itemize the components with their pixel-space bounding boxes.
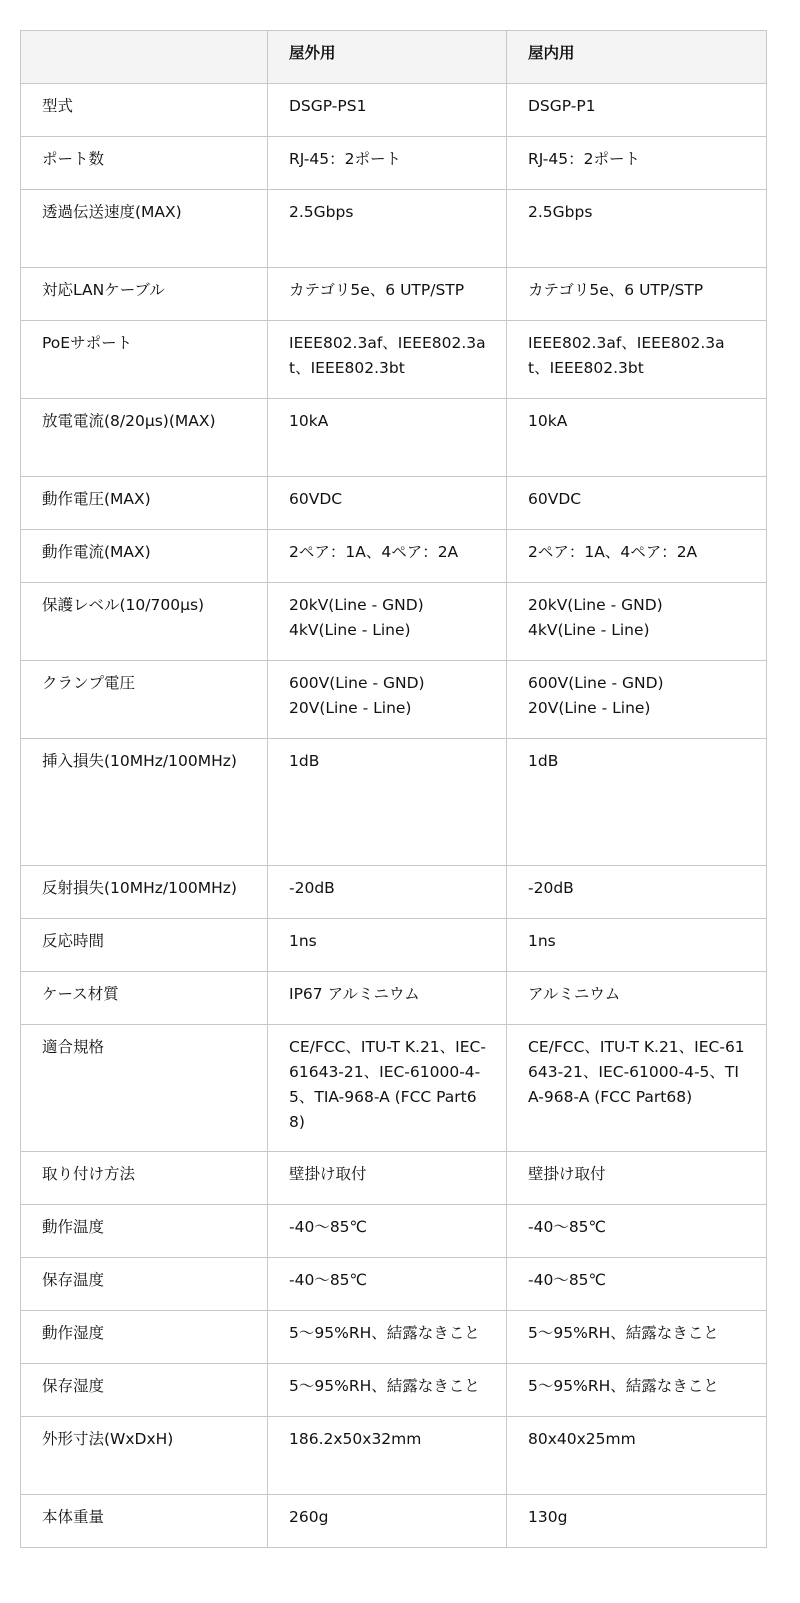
spec-indoor-value: 5～95%RH、結露なきこと [528,1377,719,1395]
spec-indoor-value: カテゴリ5e、6 UTP/STP [528,281,704,299]
spec-outdoor-value: CE/FCC、ITU-T K.21、IEC-61643-21、IEC-61000-4-5、TIA-968-A (FCC Part68) [289,1038,486,1131]
spec-label-cell: 動作電圧(MAX) [21,477,268,530]
spec-outdoor-cell [268,1417,507,1495]
spec-indoor-value: 80x40x25mm [528,1430,636,1448]
spec-indoor-cell [507,739,767,866]
spec-outdoor-cell [268,530,507,583]
spec-indoor-cell [507,1417,767,1495]
spec-outdoor-cell [268,268,507,321]
spec-label-cell: 挿入損失(10MHz/100MHz) [21,739,268,866]
table-row [21,583,767,661]
spec-outdoor-cell [268,321,507,399]
spec-outdoor-cell [268,661,507,739]
spec-outdoor-cell [268,1364,507,1417]
spec-outdoor-value: 260g [289,1508,329,1526]
spec-indoor-value: DSGP-P1 [528,97,596,115]
spec-outdoor-value: -20dB [289,879,335,897]
spec-indoor-value: 1dB [528,752,559,770]
spec-indoor-cell [507,1364,767,1417]
spec-label-cell: 外形寸法(WxDxH) [21,1417,268,1495]
spec-label-cell: 保存湿度 [21,1364,268,1417]
table-row [21,866,767,919]
spec-label-cell: 型式 [21,84,268,137]
spec-label-cell: 対応LANケーブル [21,268,268,321]
table-row [21,1025,767,1152]
header-cell-indoor: 屋内用 [507,31,767,84]
table-row [21,399,767,477]
spec-indoor-cell [507,972,767,1025]
spec-label-cell: 反射損失(10MHz/100MHz) [21,866,268,919]
spec-label-cell: 動作湿度 [21,1311,268,1364]
table-row [21,1258,767,1311]
spec-indoor-value: IEEE802.3af、IEEE802.3at、IEEE802.3bt [528,334,725,377]
spec-outdoor-cell [268,1258,507,1311]
spec-indoor-cell [507,84,767,137]
table-row [21,1311,767,1364]
spec-label-cell: 適合規格 [21,1025,268,1152]
spec-label-cell: ケース材質 [21,972,268,1025]
spec-indoor-cell [507,530,767,583]
spec-indoor-value: 5～95%RH、結露なきこと [528,1324,719,1342]
table-row [21,661,767,739]
spec-outdoor-cell [268,1311,507,1364]
spec-outdoor-value: 600V(Line - GND) [289,674,425,692]
spec-outdoor-value: RJ-45：2ポート [289,150,401,168]
spec-outdoor-value: IEEE802.3af、IEEE802.3at、IEEE802.3bt [289,334,486,377]
table-header-row [21,31,767,84]
spec-outdoor-value: -40～85℃ [289,1271,367,1289]
table-row [21,739,767,866]
table-row [21,530,767,583]
spec-outdoor-value: 1ns [289,932,317,950]
table-row [21,919,767,972]
spec-indoor-value: 20V(Line - Line) [528,699,651,717]
table-row [21,321,767,399]
spec-indoor-cell [507,190,767,268]
table-row [21,972,767,1025]
spec-indoor-cell [507,321,767,399]
spec-outdoor-cell [268,477,507,530]
spec-outdoor-value: 20V(Line - Line) [289,699,412,717]
spec-outdoor-cell [268,137,507,190]
spec-outdoor-value: 5～95%RH、結露なきこと [289,1324,480,1342]
spec-outdoor-value: 1dB [289,752,320,770]
spec-indoor-value: -40～85℃ [528,1218,606,1236]
spec-label-cell: 透過伝送速度(MAX) [21,190,268,268]
spec-indoor-value: 20kV(Line - GND) [528,596,663,614]
spec-outdoor-value: カテゴリ5e、6 UTP/STP [289,281,465,299]
spec-indoor-cell [507,1025,767,1152]
spec-indoor-cell [507,399,767,477]
spec-table [20,30,767,1548]
spec-indoor-cell [507,1205,767,1258]
spec-outdoor-value: -40～85℃ [289,1218,367,1236]
spec-outdoor-cell [268,972,507,1025]
spec-indoor-value: 130g [528,1508,568,1526]
spec-indoor-value: 600V(Line - GND) [528,674,664,692]
table-row [21,137,767,190]
spec-outdoor-value: DSGP-PS1 [289,97,367,115]
spec-indoor-value: -40～85℃ [528,1271,606,1289]
table-row [21,268,767,321]
spec-outdoor-cell [268,1025,507,1152]
table-row [21,1417,767,1495]
spec-outdoor-value: 壁掛け取付 [289,1165,367,1183]
spec-indoor-cell [507,583,767,661]
spec-label-cell: 反応時間 [21,919,268,972]
spec-indoor-value: 1ns [528,932,556,950]
table-row [21,1205,767,1258]
spec-label-cell: 放電電流(8/20μs)(MAX) [21,399,268,477]
spec-label-cell: 保存温度 [21,1258,268,1311]
header-cell-outdoor: 屋外用 [268,31,507,84]
spec-label-cell: クランプ電圧 [21,661,268,739]
spec-indoor-value: 壁掛け取付 [528,1165,606,1183]
spec-table-container [20,30,767,1548]
table-row [21,1495,767,1548]
spec-outdoor-cell [268,399,507,477]
spec-outdoor-value: 10kA [289,412,329,430]
spec-label-cell: 取り付け方法 [21,1152,268,1205]
spec-indoor-value: 60VDC [528,490,582,508]
spec-label-cell: 保護レベル(10/700μs) [21,583,268,661]
spec-outdoor-value: 2.5Gbps [289,203,354,221]
spec-label-cell: 動作電流(MAX) [21,530,268,583]
spec-outdoor-value: 4kV(Line - Line) [289,621,411,639]
table-row [21,477,767,530]
spec-indoor-value: RJ-45：2ポート [528,150,640,168]
spec-outdoor-value: 20kV(Line - GND) [289,596,424,614]
spec-indoor-cell [507,661,767,739]
spec-indoor-value: 4kV(Line - Line) [528,621,650,639]
spec-indoor-value: 2ペア：1A、4ペア：2A [528,543,698,561]
spec-indoor-value: 10kA [528,412,568,430]
spec-outdoor-value: 60VDC [289,490,343,508]
spec-indoor-value: 2.5Gbps [528,203,593,221]
table-row [21,1364,767,1417]
spec-outdoor-value: 186.2x50x32mm [289,1430,422,1448]
spec-indoor-value: -20dB [528,879,574,897]
spec-label-cell: PoEサポート [21,321,268,399]
spec-label-cell: 本体重量 [21,1495,268,1548]
header-cell-label [21,31,268,84]
spec-label-cell: 動作温度 [21,1205,268,1258]
spec-indoor-cell [507,1258,767,1311]
spec-outdoor-cell [268,190,507,268]
spec-indoor-cell [507,1152,767,1205]
spec-label-cell: ポート数 [21,137,268,190]
spec-outdoor-cell [268,866,507,919]
spec-outdoor-cell [268,1495,507,1548]
spec-outdoor-cell [268,1152,507,1205]
spec-outdoor-cell [268,583,507,661]
spec-outdoor-value: 5～95%RH、結露なきこと [289,1377,480,1395]
spec-indoor-value: アルミニウム [528,985,621,1003]
spec-indoor-cell [507,268,767,321]
table-row [21,1152,767,1205]
spec-indoor-value: CE/FCC、ITU-T K.21、IEC-61643-21、IEC-61000-4-5、TIA-968-A (FCC Part68) [528,1038,745,1106]
spec-indoor-cell [507,919,767,972]
table-row [21,190,767,268]
spec-indoor-cell [507,1311,767,1364]
spec-outdoor-cell [268,84,507,137]
spec-indoor-cell [507,477,767,530]
spec-outdoor-cell [268,1205,507,1258]
spec-indoor-cell [507,1495,767,1548]
table-row [21,84,767,137]
spec-outdoor-value: 2ペア：1A、4ペア：2A [289,543,459,561]
spec-indoor-cell [507,137,767,190]
spec-outdoor-cell [268,739,507,866]
spec-outdoor-cell [268,919,507,972]
spec-indoor-cell [507,866,767,919]
spec-outdoor-value: IP67 アルミニウム [289,985,420,1003]
